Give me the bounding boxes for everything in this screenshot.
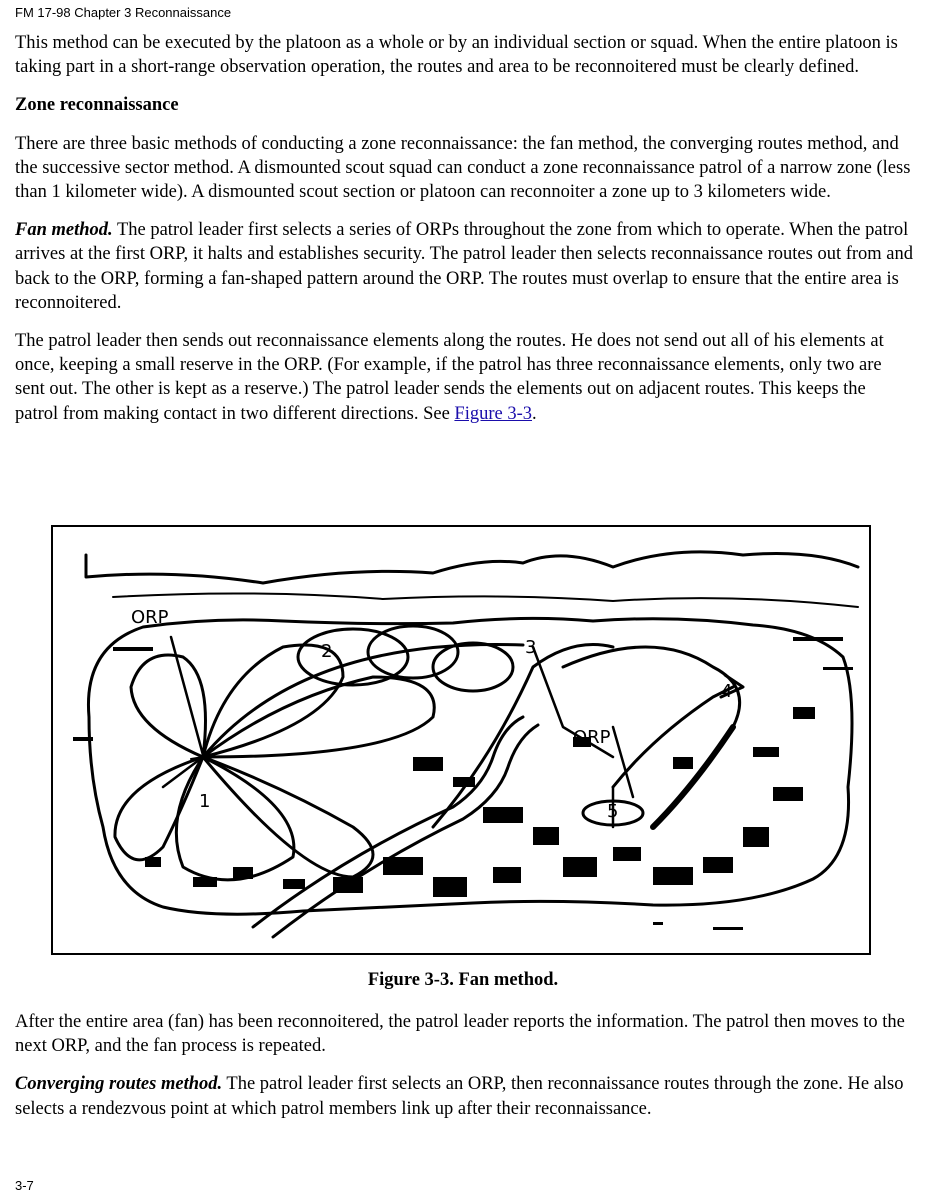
heading-zone-reconnaissance: Zone reconnaissance [15, 95, 179, 116]
fan-method-text: The patrol leader first selects a series of ORPs throughout the zone from which to operate. When the patrol arrives at the first ORP, it halts and establishes security. The patrol leader then selects reconnaissance routes out from and back to the ORP, forming a fan-shaped pattern around the ORP. The routes must overlap to ensure that the entire area is reconnoitered. [15, 220, 914, 313]
converging-routes-text: The patrol leader first selects an ORP, then reconnaissance routes through the zone. He also selects a rendezvous point at which patrol members link up after their reconnaissance. [15, 1074, 904, 1119]
figure-caption: Figure 3-3. Fan method. [367, 970, 559, 990]
paragraph-route-method: This method can be executed by the platoon as a whole or by an individual section or squad. When the entire platoon is taking part in a short-range observation operation, the routes and area to be reconnoitered must be clearly defined. [15, 33, 898, 78]
paragraph-fan-method [15, 218, 913, 315]
elements-text-end: . [532, 403, 537, 424]
label-route-4: 4 [721, 681, 733, 702]
label-route-1: 1 [199, 791, 211, 812]
label-route-3: 3 [525, 637, 537, 658]
label-route-5: 5 [607, 801, 619, 822]
body-text-upper [15, 31, 913, 440]
fan-method-drawing [53, 527, 869, 953]
label-route-2: 2 [321, 641, 333, 662]
figure-3-3-link[interactable]: Figure 3-3 [454, 403, 533, 424]
body-text-lower [15, 1010, 913, 1135]
label-orp-left: ORP [131, 607, 169, 628]
fan-method-figure [51, 525, 871, 955]
paragraph-reconnaissance-elements [15, 329, 913, 426]
paragraph-converging-routes [15, 1072, 913, 1120]
paragraph-zone-methods: There are three basic methods of conducting a zone reconnaissance: the fan method, the converging routes method, and the successive sector method. A dismounted scout squad can conduct a zone reconnaissance patrol of a narrow zone (less than 1 kilometer wide). A dismounted scout section or platoon can reconnoiter a zone up to 3 kilometers wide. [15, 133, 911, 203]
paragraph-fan-repeat: After the entire area (fan) has been reconnoitered, the patrol leader reports the information. The patrol then moves to the next ORP, and the fan process is repeated. [15, 1012, 905, 1057]
elements-text: The patrol leader then sends out reconnaissance elements along the routes. He does not send out all of his elements at once, keeping a small reserve in the ORP. (For example, if the patrol has three reconnaissance elements, only two are sent out. The other is kept as a reserve.) The patrol leader sends the elements out on adjacent routes. This keeps the patrol from making contact in two different directions. See [15, 331, 884, 424]
converging-routes-term: Converging routes method. [15, 1074, 223, 1095]
running-header: FM 17-98 Chapter 3 Reconnaissance [15, 5, 232, 20]
page-number: 3-7 [15, 1178, 34, 1193]
fan-method-term: Fan method. [15, 220, 113, 241]
label-orp-right: ORP [573, 727, 611, 748]
